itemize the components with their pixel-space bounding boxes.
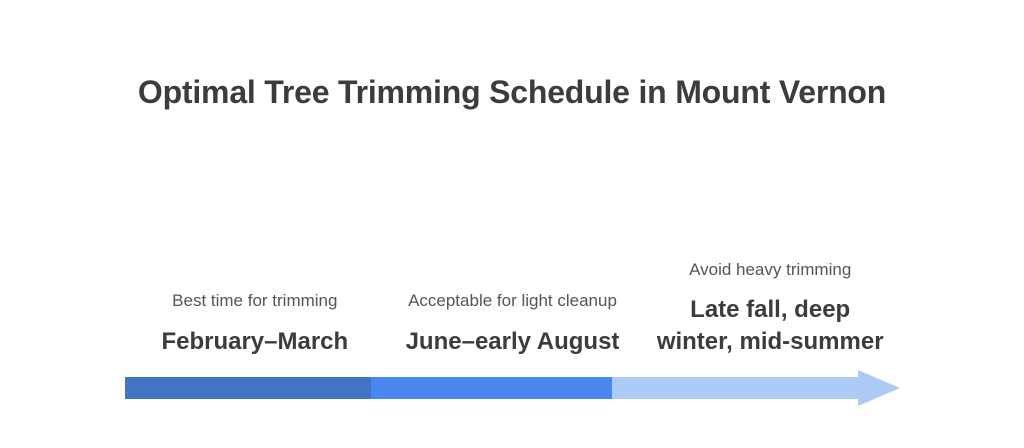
timeline-bar-segment-2 bbox=[612, 377, 858, 399]
segment-2-description: Avoid heavy trimming bbox=[689, 259, 852, 279]
arrow-head-icon bbox=[858, 370, 900, 406]
segment-0-label: February–March bbox=[161, 328, 349, 356]
segment-0 bbox=[125, 150, 385, 360]
segment-1-description: Acceptable for light cleanup bbox=[408, 291, 617, 311]
segment-2 bbox=[640, 150, 900, 360]
page-title: Optimal Tree Trimming Schedule in Mount Vernon bbox=[137, 74, 887, 110]
segment-1 bbox=[385, 150, 641, 360]
timeline-bar-segment-1 bbox=[371, 377, 613, 399]
timeline-bar-segment-0 bbox=[125, 377, 371, 399]
timeline-arrow bbox=[125, 370, 900, 406]
segment-0-description: Best time for trimming bbox=[172, 291, 338, 311]
segment-label-group bbox=[125, 150, 900, 360]
segment-1-label: June–early August bbox=[405, 328, 620, 356]
segment-2-label: Late fall, deep winter, mid-summer bbox=[656, 296, 884, 356]
